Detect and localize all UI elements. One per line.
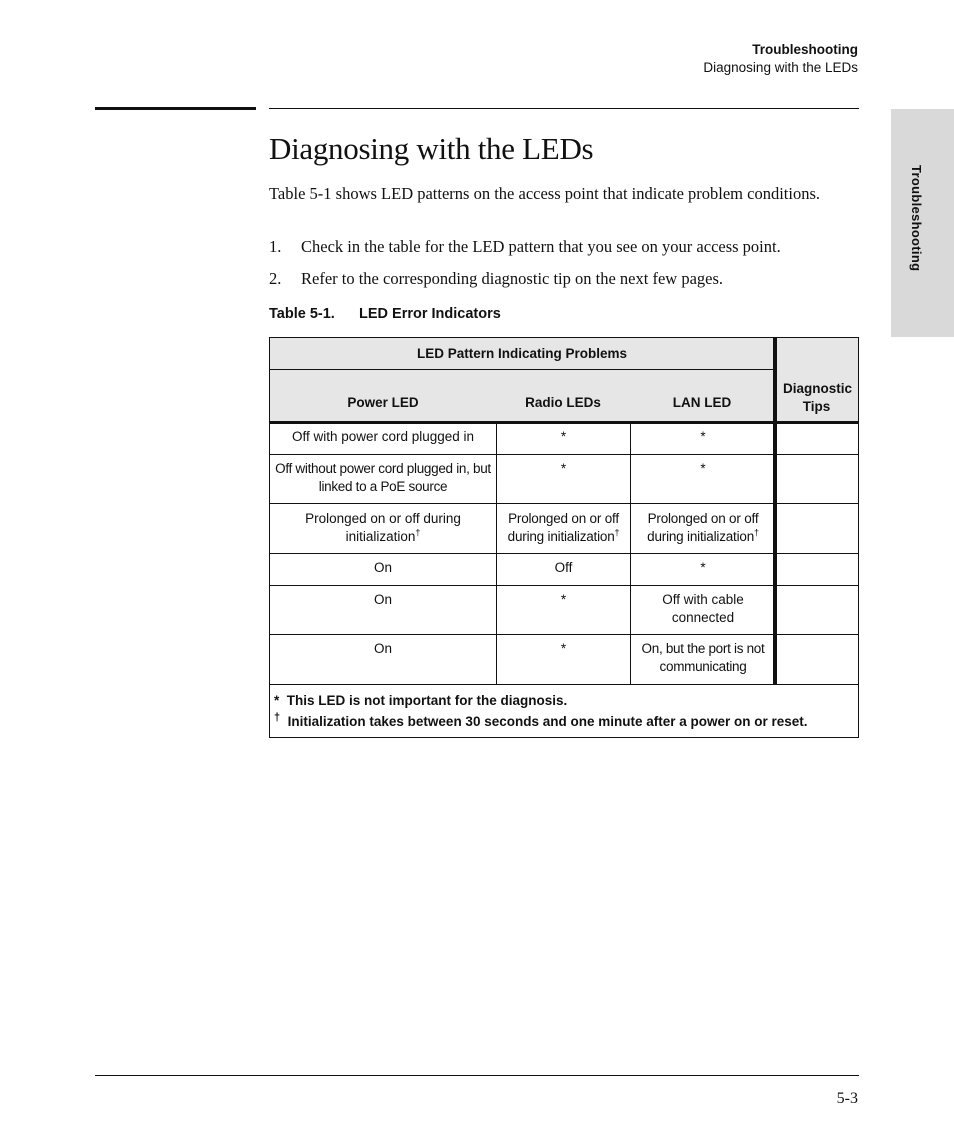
page-title: Diagnosing with the LEDs xyxy=(269,131,594,166)
table-caption xyxy=(269,306,501,322)
step-text: Refer to the corresponding diagnostic tip on the next few pages. xyxy=(301,269,724,288)
power-led-cell: Off with power cord plugged in xyxy=(291,429,475,444)
header-rule-right xyxy=(269,108,859,109)
dagger-mark: † xyxy=(754,527,759,538)
page-number: 5-3 xyxy=(836,1090,858,1107)
dagger-mark: † xyxy=(415,527,421,538)
table-caption-title: LED Error Indicators xyxy=(359,306,501,322)
power-led-cell xyxy=(269,510,497,546)
running-head-chapter: Troubleshooting xyxy=(752,42,858,57)
lan-led-cell: Off with cable connected xyxy=(662,592,744,625)
column-header-label: Power LED xyxy=(347,395,419,410)
power-led-cell: On xyxy=(373,592,392,607)
column-header-radio xyxy=(496,369,631,423)
lan-led-cell xyxy=(631,510,775,546)
lan-led-cell: On, but the port is not communicating xyxy=(641,641,765,674)
radio-led-cell: * xyxy=(560,461,567,476)
footnote-text: This LED is not important for the diagnosis. xyxy=(286,693,568,708)
running-head xyxy=(703,41,858,77)
column-header-label: LAN LED xyxy=(672,395,732,410)
header-bottom-rule xyxy=(269,421,859,424)
column-header-tips xyxy=(775,337,859,423)
radio-led-cell: * xyxy=(560,641,567,656)
radio-led-cell: * xyxy=(560,429,567,444)
footnote-text: Initialization takes between 30 seconds and one minute after a power on or reset. xyxy=(287,714,808,729)
radio-led-cell xyxy=(497,510,630,546)
table-footnotes xyxy=(274,690,808,732)
column-header-lan xyxy=(630,369,775,423)
step-number: 1. xyxy=(269,237,282,256)
power-led-cell: Off without power cord plugged in, but linked to a PoE source xyxy=(275,461,491,494)
lan-led-cell: * xyxy=(700,429,706,444)
side-tab-label: Troubleshooting xyxy=(909,165,924,272)
column-divider xyxy=(630,423,631,685)
footnote-mark: * xyxy=(274,693,280,708)
lan-led-cell: * xyxy=(700,461,706,476)
footnote-item xyxy=(274,690,808,711)
power-led-cell: On xyxy=(373,641,392,656)
chapter-side-tab xyxy=(891,109,954,337)
column-header-label: Diagnostic Tips xyxy=(783,381,853,414)
lan-led-cell: * xyxy=(700,560,706,575)
table-caption-label: Table 5-1. xyxy=(269,306,335,322)
heavy-column-divider xyxy=(773,337,777,685)
group-header xyxy=(269,337,775,370)
footer-rule xyxy=(95,1075,859,1076)
dagger-mark: † xyxy=(614,527,620,538)
footnote-mark: † xyxy=(274,711,281,724)
column-header-power xyxy=(269,369,497,423)
group-header-label: LED Pattern Indicating Problems xyxy=(416,346,628,361)
header-rule-left xyxy=(95,107,256,110)
column-divider xyxy=(496,423,497,685)
footnote-item xyxy=(274,711,808,732)
intro-paragraph: Table 5-1 shows LED patterns on the access point that indicate problem conditions. xyxy=(269,184,821,203)
running-head-section: Diagnosing with the LEDs xyxy=(703,60,858,75)
power-led-cell: On xyxy=(373,560,392,575)
radio-led-cell: Off xyxy=(554,560,573,575)
step-number: 2. xyxy=(269,269,282,288)
cell-text: Prolonged on or off during initialization xyxy=(507,511,619,544)
cell-text: Prolonged on or off during initialization xyxy=(305,511,461,544)
column-header-label: Radio LEDs xyxy=(525,395,601,410)
cell-text: Prolonged on or off during initialization xyxy=(647,511,759,544)
step-text: Check in the table for the LED pattern that you see on your access point. xyxy=(301,237,781,256)
radio-led-cell: * xyxy=(560,592,567,607)
